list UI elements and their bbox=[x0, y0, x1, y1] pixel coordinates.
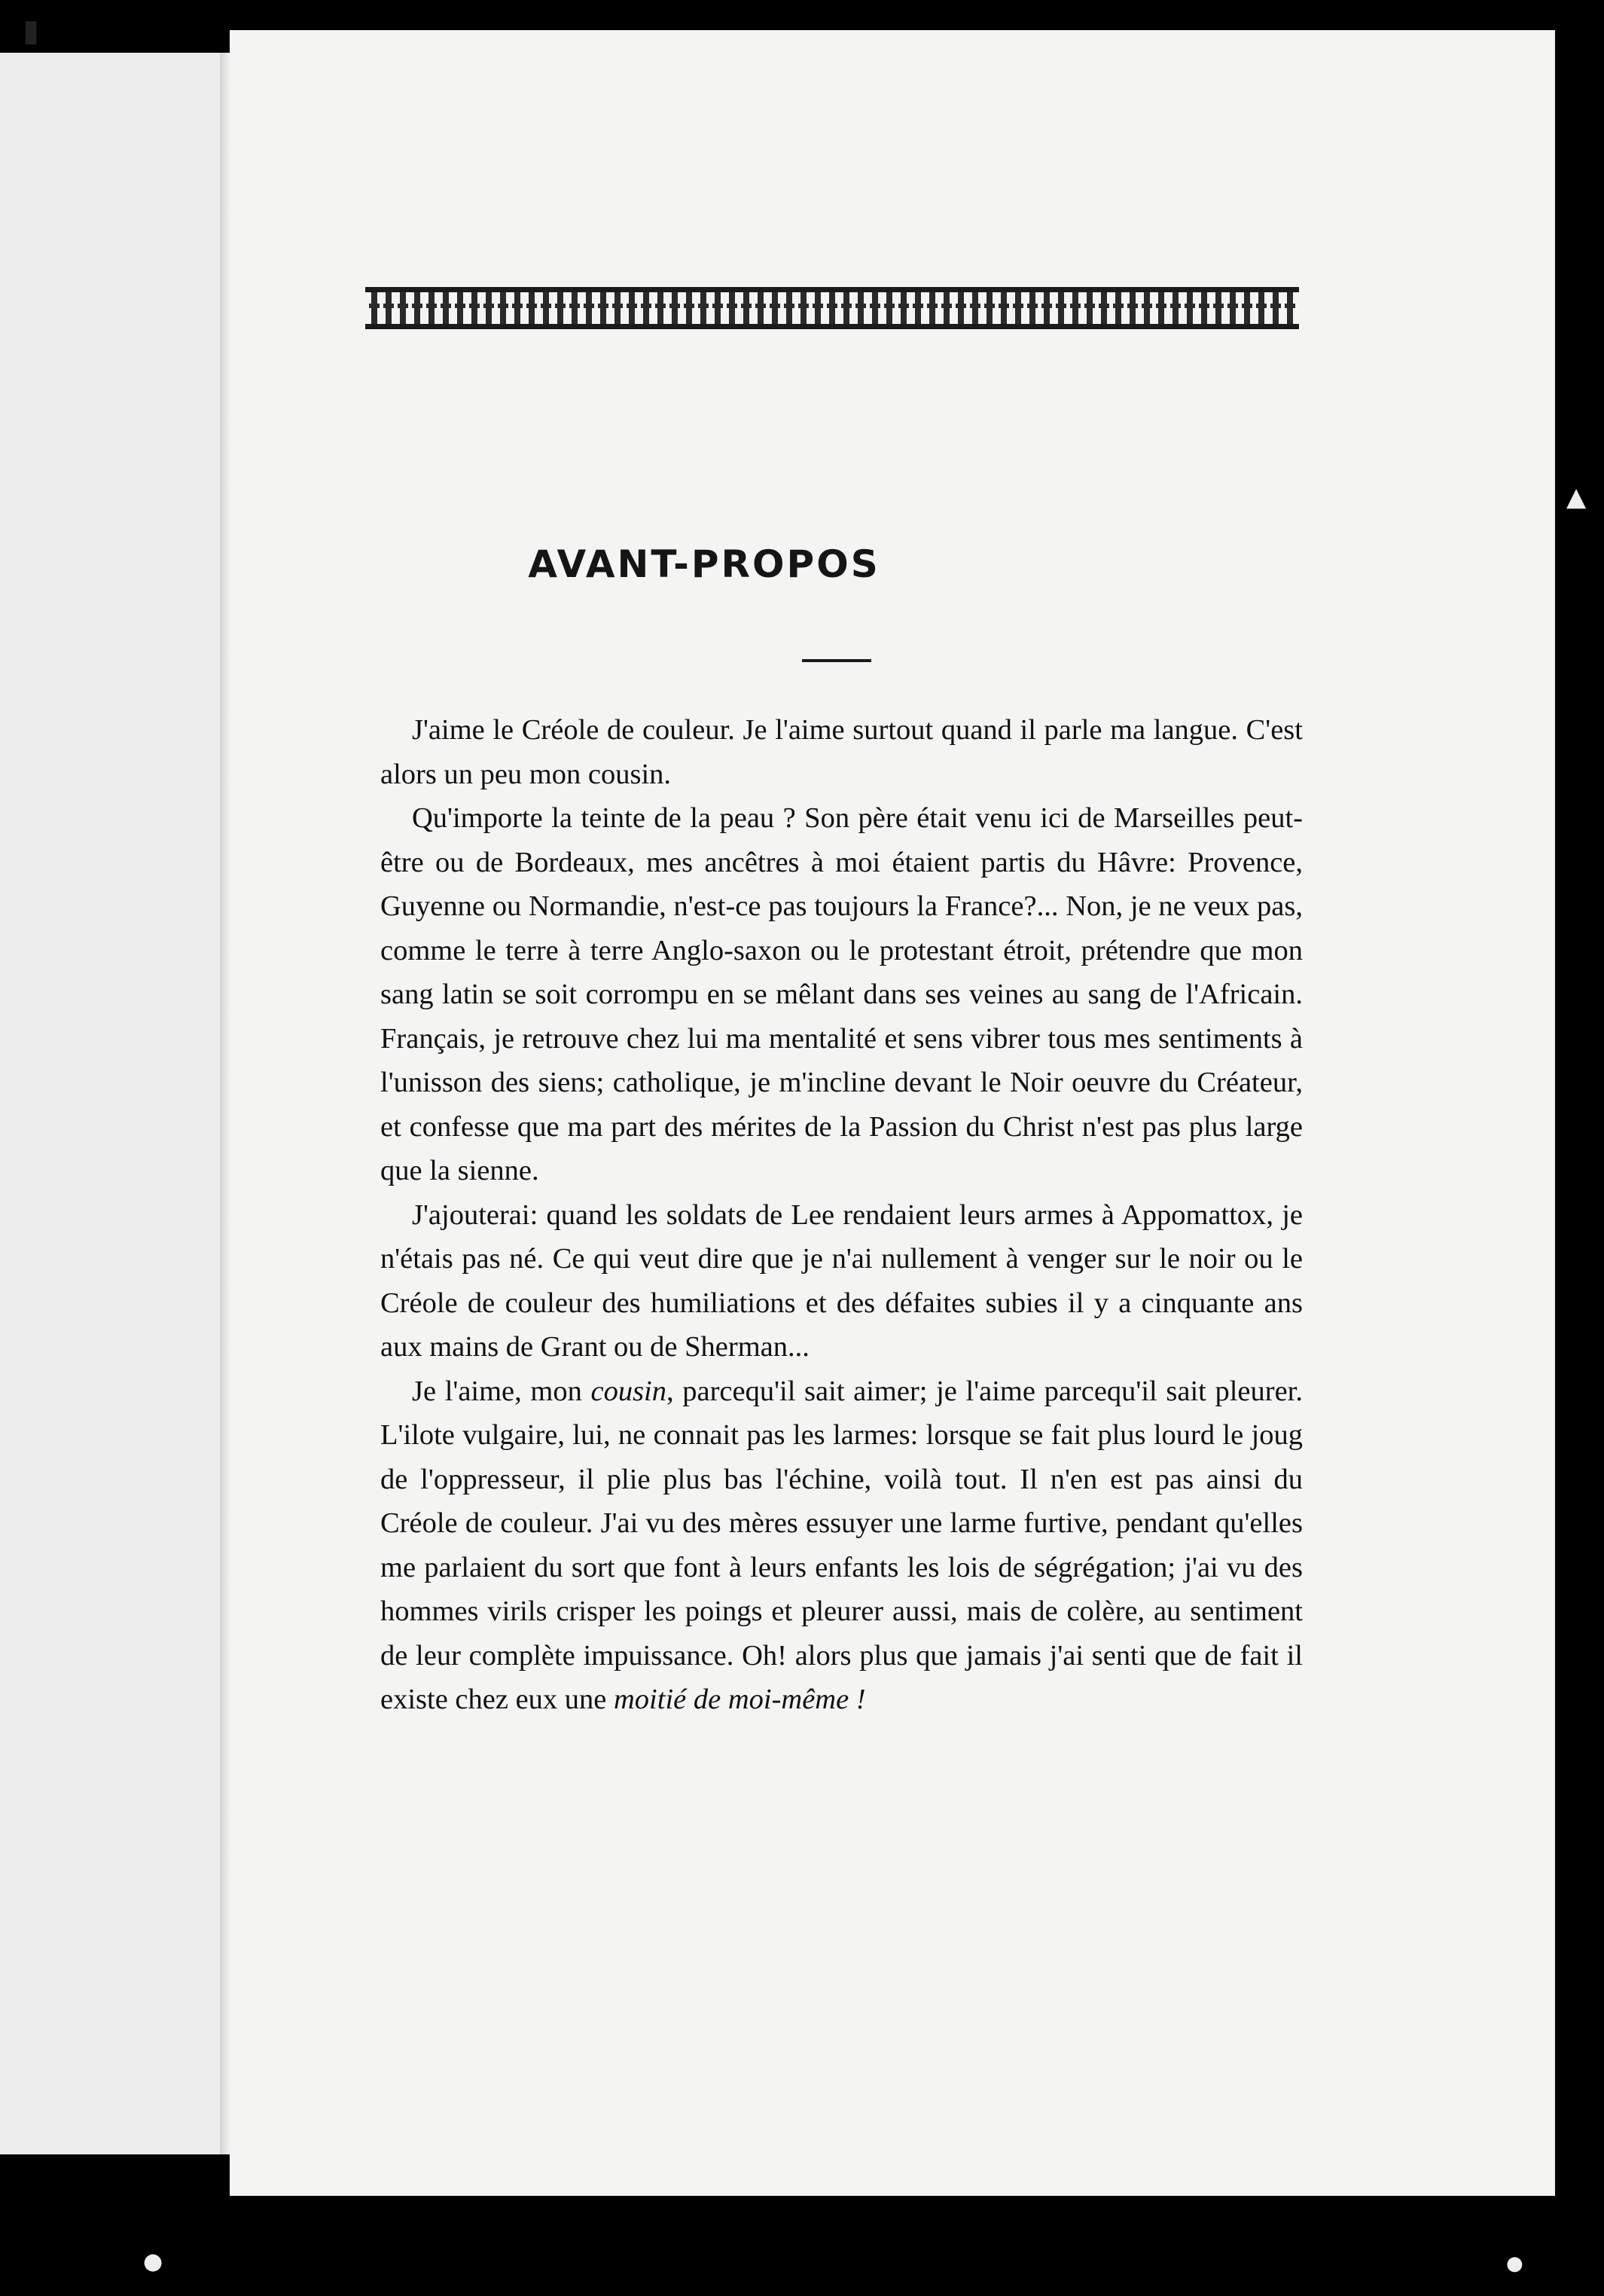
scan-speck-icon: ● bbox=[1506, 2252, 1523, 2275]
page-body bbox=[380, 708, 1303, 1722]
paragraph-text: Qu'importe la teinte de la peau ? Son père était venu ici de Marseilles peut-être ou de Bordeaux, mes ancêtres à moi étaient partis du Hâvre: Provence, Guyenne ou Normandie, n'est-ce pas toujours la France?... Non, je ne veux pas, comme le terre à terre Anglo-saxon ou le protestant étroit, prétendre que mon sang latin se soit corrompu en se mêlant dans ses veines au sang de l'Africain. Français, je retrouve chez lui ma mentalité et sens vibrer tous mes sentiments à l'unisson des siens; catholique, je m'incline devant le Noir oeuvre du Créateur, et confesse que ma part des mérites de la Passion du Christ n'est pas plus large que la sienne. bbox=[380, 802, 1303, 1186]
body-paragraph bbox=[380, 708, 1303, 796]
scan-speck-icon: ● bbox=[143, 2249, 163, 2275]
italic-text: moitié de moi-même ! bbox=[614, 1684, 866, 1715]
paragraph-text: J'aime le Créole de couleur. Je l'aime surtout quand il parle ma langue. C'est alors un peu mon cousin. bbox=[380, 714, 1303, 790]
italic-text: cousin bbox=[590, 1375, 667, 1407]
body-paragraph bbox=[380, 1193, 1303, 1369]
body-paragraph bbox=[380, 1369, 1303, 1722]
page-fold bbox=[220, 53, 230, 2154]
scan-speck-icon: ▲ bbox=[1566, 482, 1587, 512]
paragraph-text: , parcequ'il sait aimer; je l'aime parcequ'il sait pleurer. L'ilote vulgaire, lui, ne connait pas les larmes: lorsque se fait plus lourd le joug de l'oppresseur, il plie plus bas l'échine, voilà tout. Il n'en est pas ainsi du Créole de couleur. J'ai vu des mères essuyer une larme furtive, pendant qu'elles me parlaient du sort que font à leurs enfants les lois de ségrégation; j'ai vu des hommes virils crisper les poings et pleurer aussi, mais de colère, au sentiment de leur complète impuissance. Oh! alors plus que jamais j'ai senti que de fait il existe chez eux une bbox=[380, 1375, 1303, 1715]
page-title: AVANT-PROPOS bbox=[528, 542, 880, 586]
body-paragraph bbox=[380, 796, 1303, 1193]
paragraph-text: Je l'aime, mon bbox=[412, 1375, 591, 1407]
left-page-edge bbox=[0, 53, 226, 2154]
title-rule bbox=[802, 659, 871, 662]
decorative-border-ornament bbox=[365, 282, 1299, 335]
paragraph-text: J'ajouterai: quand les soldats de Lee rendaient leurs armes à Appomattox, je n'étais pas né. Ce qui veut dire que je n'ai nullement à venger sur le noir ou le Créole de couleur des humiliations et des défaites subies il y a cinquante ans aux mains de Grant ou de Sherman... bbox=[380, 1198, 1303, 1363]
scan-speck-icon: ▮ bbox=[23, 14, 40, 48]
book-page bbox=[230, 30, 1555, 2196]
